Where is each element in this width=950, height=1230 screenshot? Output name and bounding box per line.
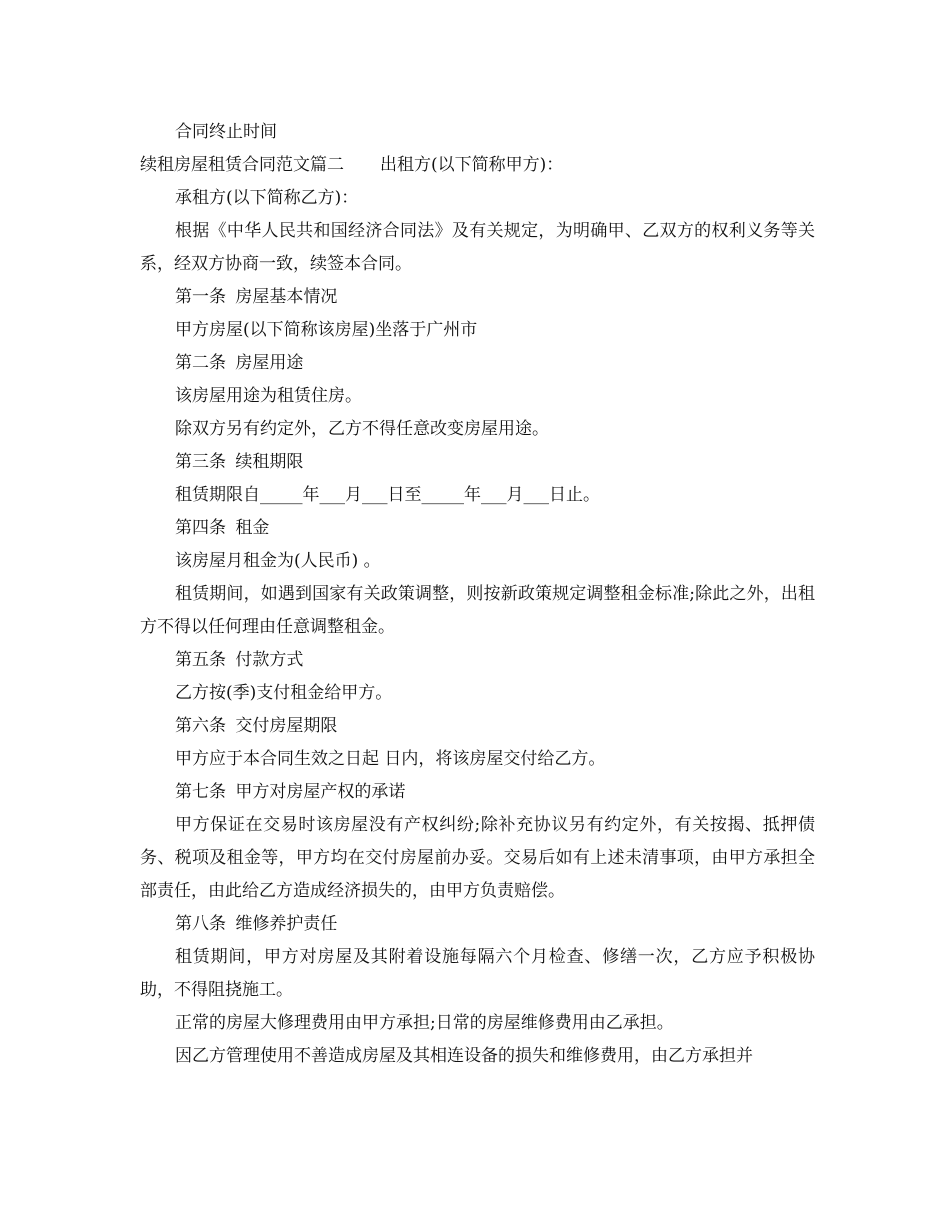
paragraph-payment-method: 乙方按(季)支付租金给甲方。 — [175, 683, 393, 703]
document-body — [140, 116, 815, 1073]
paragraph-usage-restriction: 除双方另有约定外，乙方不得任意改变房屋用途。 — [175, 419, 549, 439]
paragraph-contract-end-time: 合同终止时间 — [175, 122, 277, 142]
document-title: 续租房屋租赁合同范文篇二 — [140, 155, 344, 175]
paragraph-delivery-deadline: 甲方应于本合同生效之日起 日内，将该房屋交付给乙方。 — [175, 749, 606, 769]
paragraph-house-usage: 该房屋用途为租赁住房。 — [175, 386, 362, 406]
article-3-heading: 第三条 续租期限 — [175, 452, 304, 472]
paragraph-lease-term: 租赁期限自_____年___月___日至_____年___月___日止。 — [175, 485, 600, 505]
article-4-heading: 第四条 租金 — [175, 518, 270, 538]
article-6-heading: 第六条 交付房屋期限 — [175, 716, 338, 736]
article-5-heading: 第五条 付款方式 — [175, 650, 304, 670]
article-1-heading: 第一条 房屋基本情况 — [175, 287, 338, 307]
article-2-heading: 第二条 房屋用途 — [175, 353, 304, 373]
article-7-heading: 第七条 甲方对房屋产权的承诺 — [175, 782, 406, 802]
article-8-heading: 第八条 维修养护责任 — [175, 914, 338, 934]
paragraph-house-location: 甲方房屋(以下简称该房屋)坐落于广州市 — [175, 320, 478, 340]
paragraph-maintenance-inspection: 租赁期间，甲方对房屋及其附着设施每隔六个月检查、修缮一次，乙方应予积极协助，不得阻挠施工。 — [140, 947, 815, 1000]
lessor-label: 出租方(以下简称甲方)： — [380, 155, 564, 175]
paragraph-property-guarantee: 甲方保证在交易时该房屋没有产权纠纷;除补充协议另有约定外，有关按揭、抵押债务、税项及租金等，甲方均在交付房屋前办妥。交易后如有上述未清事项，由甲方承担全部责任，由此给乙方造成经济损失的，由甲方负责赔偿。 — [140, 815, 815, 901]
paragraph-repair-costs: 正常的房屋大修理费用由甲方承担;日常的房屋维修费用由乙承担。 — [175, 1013, 674, 1033]
paragraph-monthly-rent: 该房屋月租金为(人民币) 。 — [175, 551, 381, 571]
paragraph-rent-adjustment: 租赁期间，如遇到国家有关政策调整，则按新政策规定调整租金标准;除此之外，出租方不得以任何理由任意调整租金。 — [140, 584, 815, 637]
paragraph-lessee: 承租方(以下简称乙方)： — [175, 188, 359, 208]
paragraph-lessee-damage: 因乙方管理使用不善造成房屋及其相连设备的损失和维修费用，由乙方承担并 — [175, 1046, 753, 1066]
paragraph-title-and-lessor — [140, 149, 815, 182]
paragraph-preamble: 根据《中华人民共和国经济合同法》及有关规定，为明确甲、乙双方的权利义务等关系，经双方协商一致，续签本合同。 — [140, 221, 815, 274]
